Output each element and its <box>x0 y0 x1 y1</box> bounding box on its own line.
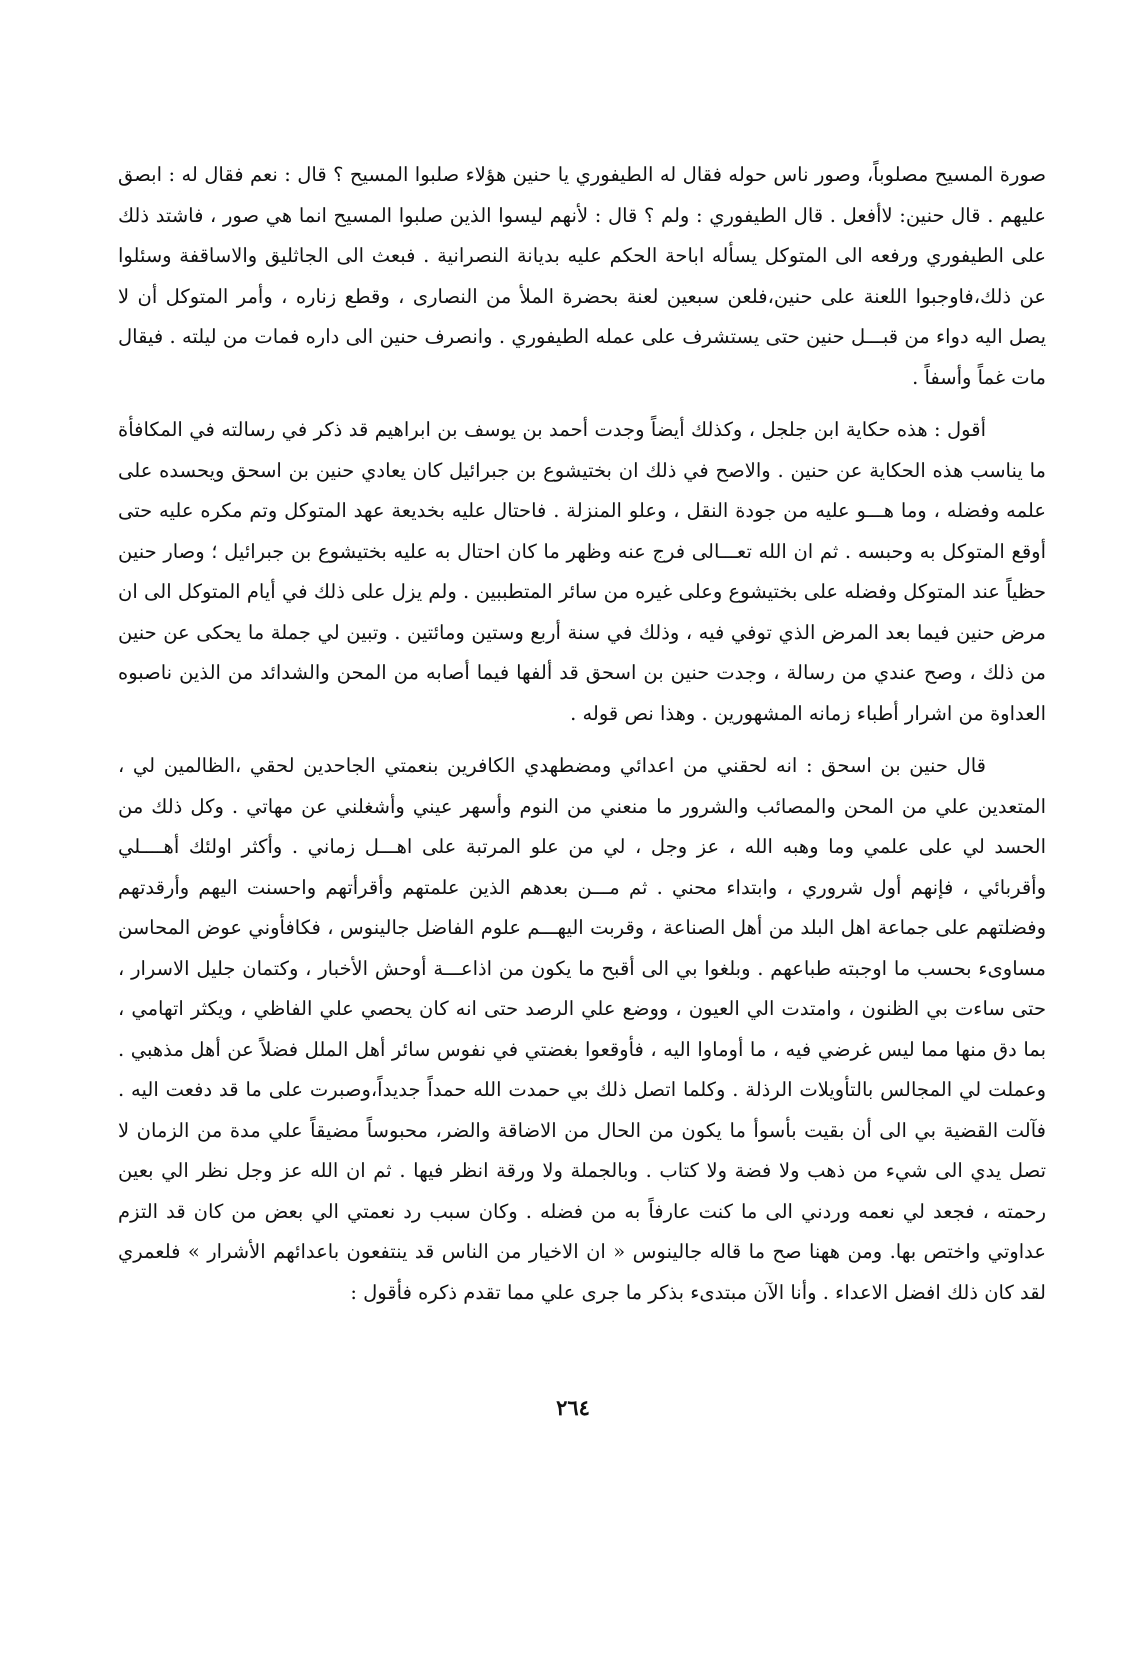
paragraph-1: صورة المسيح مصلوباً، وصور ناس حوله فقال له الطيفوري يا حنين هؤلاء صلبوا المسيح ؟ قال : نعم فقال له : ابصق عليهم . قال حنين: لاأفعل . قال الطيفوري : ولم ؟ قال : لأنهم ليسوا الذين صلبوا المسيح انما هي صور ، فاشتد ذلك على الطيفوري ورفعه الى المتوكل يسأله اباحة الحكم عليه بديانة النصرانية . فبعث الى الجاثليق والاساقفة وسئلوا عن ذلك،فاوجبوا اللعنة على حنين،فلعن سبعين لعنة بحضرة الملأ من النصارى ، وقطع زناره ، وأمر المتوكل أن لا يصل اليه دواء من قبـــل حنين حتى يستشرف على عمله الطيفوري . وانصرف حنين الى داره فمات من ليلته . فيقال مات غماً وأسفاً . <box>118 163 1046 389</box>
paragraph-3: قال حنين بن اسحق : انه لحقني من اعدائي ومضطهدي الكافرين بنعمتي الجاحدين لحقي ،الظالمين لي ، المتعدين علي من المحن والمصائب والشرور ما منعني من النوم وأسهر عيني وأشغلني عن مهاتي . وكل ذلك من الحسد لي على علمي وما وهبه الله ، عز وجل ، لي من علو المرتبة على اهـــل زماني . وأكثر اولئك أهــــلي وأقربائي ، فإنهم أول شروري ، وابتداء محني . ثم مـــن بعدهم الذين علمتهم وأقرأتهم واحسنت اليهم وأرقدتهم وفضلتهم على جماعة اهل البلد من أهل الصناعة ، وقربت اليهـــم علوم الفاضل جالينوس ، فكافأوني عوض المحاسن مساوىء بحسب ما اوجبته طباعهم . وبلغوا بي الى أقبح ما يكون من اذاعـــة أوحش الأخبار ، وكتمان جليل الاسرار ، حتى ساءت بي الظنون ، وامتدت الي العيون ، ووضع علي الرصد حتى انه كان يحصي علي الفاظي ، ويكثر اتهامي ، بما دق منها مما ليس غرضي فيه ، ما أوماوا اليه ، فأوقعوا بغضتي في نفوس سائر أهل الملل فضلاً عن أهل مذهبي . وعملت لي المجالس بالتأويلات الرذلة . وكلما اتصل ذلك بي حمدت الله حمداً جديداً،وصبرت على ما قد دفعت اليه . فآلت القضية بي الى أن بقيت بأسوأ ما يكون من الحال من الاضاقة والضر، محبوساً مضيقاً علي مدة من الزمان لا تصل يدي الى شيء من ذهب ولا فضة ولا كتاب . وبالجملة ولا ورقة انظر فيها . ثم ان الله عز وجل نظر الي بعين رحمته ، فجعد لي نعمه وردني الى ما كنت عارفاً به من فضله . وكان سبب رد نعمتي الي بعض من كان قد التزم عداوتي واختص بها. ومن ههنا صح ما قاله جالينوس « ان الاخيار من الناس قد ينتفعون باعدائهم الأشرار » فلعمري لقد كان ذلك افضل الاعداء . وأنا الآن مبتدىء بذكر ما جرى علي مما تقدم ذكره فأقول : <box>118 754 1046 1304</box>
page-number: ٢٦٤ <box>556 1395 590 1420</box>
paragraph-2: أقول : هذه حكاية ابن جلجل ، وكذلك أيضاً وجدت أحمد بن يوسف بن ابراهيم قد ذكر في رسالته في المكافأة ما يناسب هذه الحكاية عن حنين . والاصح في ذلك ان بختيشوع بن جبرائيل كان يعادي حنين بن اسحق ويحسده على علمه وفضله ، وما هـــو عليه من جودة النقل ، وعلو المنزلة . فاحتال عليه بخديعة عهد المتوكل وتم مكره عليه حتى أوقع المتوكل به وحبسه . ثم ان الله تعـــالى فرج عنه وظهر ما كان احتال به عليه بختيشوع بن جبرائيل ؛ وصار حنين حظياً عند المتوكل وفضله على بختيشوع وعلى غيره من سائر المتطببين . ولم يزل على ذلك في أيام المتوكل الى ان مرض حنين فيما بعد المرض الذي توفي فيه ، وذلك في سنة أربع وستين ومائتين . وتبين لي جملة ما يحكى عن حنين من ذلك ، وصح عندي من رسالة ، وجدت حنين بن اسحق قد ألفها فيما أصابه من المحن والشدائد من الذين ناصبوه العداوة من اشرار أطباء زمانه المشهورين . وهذا نص قوله . <box>118 418 1046 725</box>
body-text <box>118 155 1046 1313</box>
